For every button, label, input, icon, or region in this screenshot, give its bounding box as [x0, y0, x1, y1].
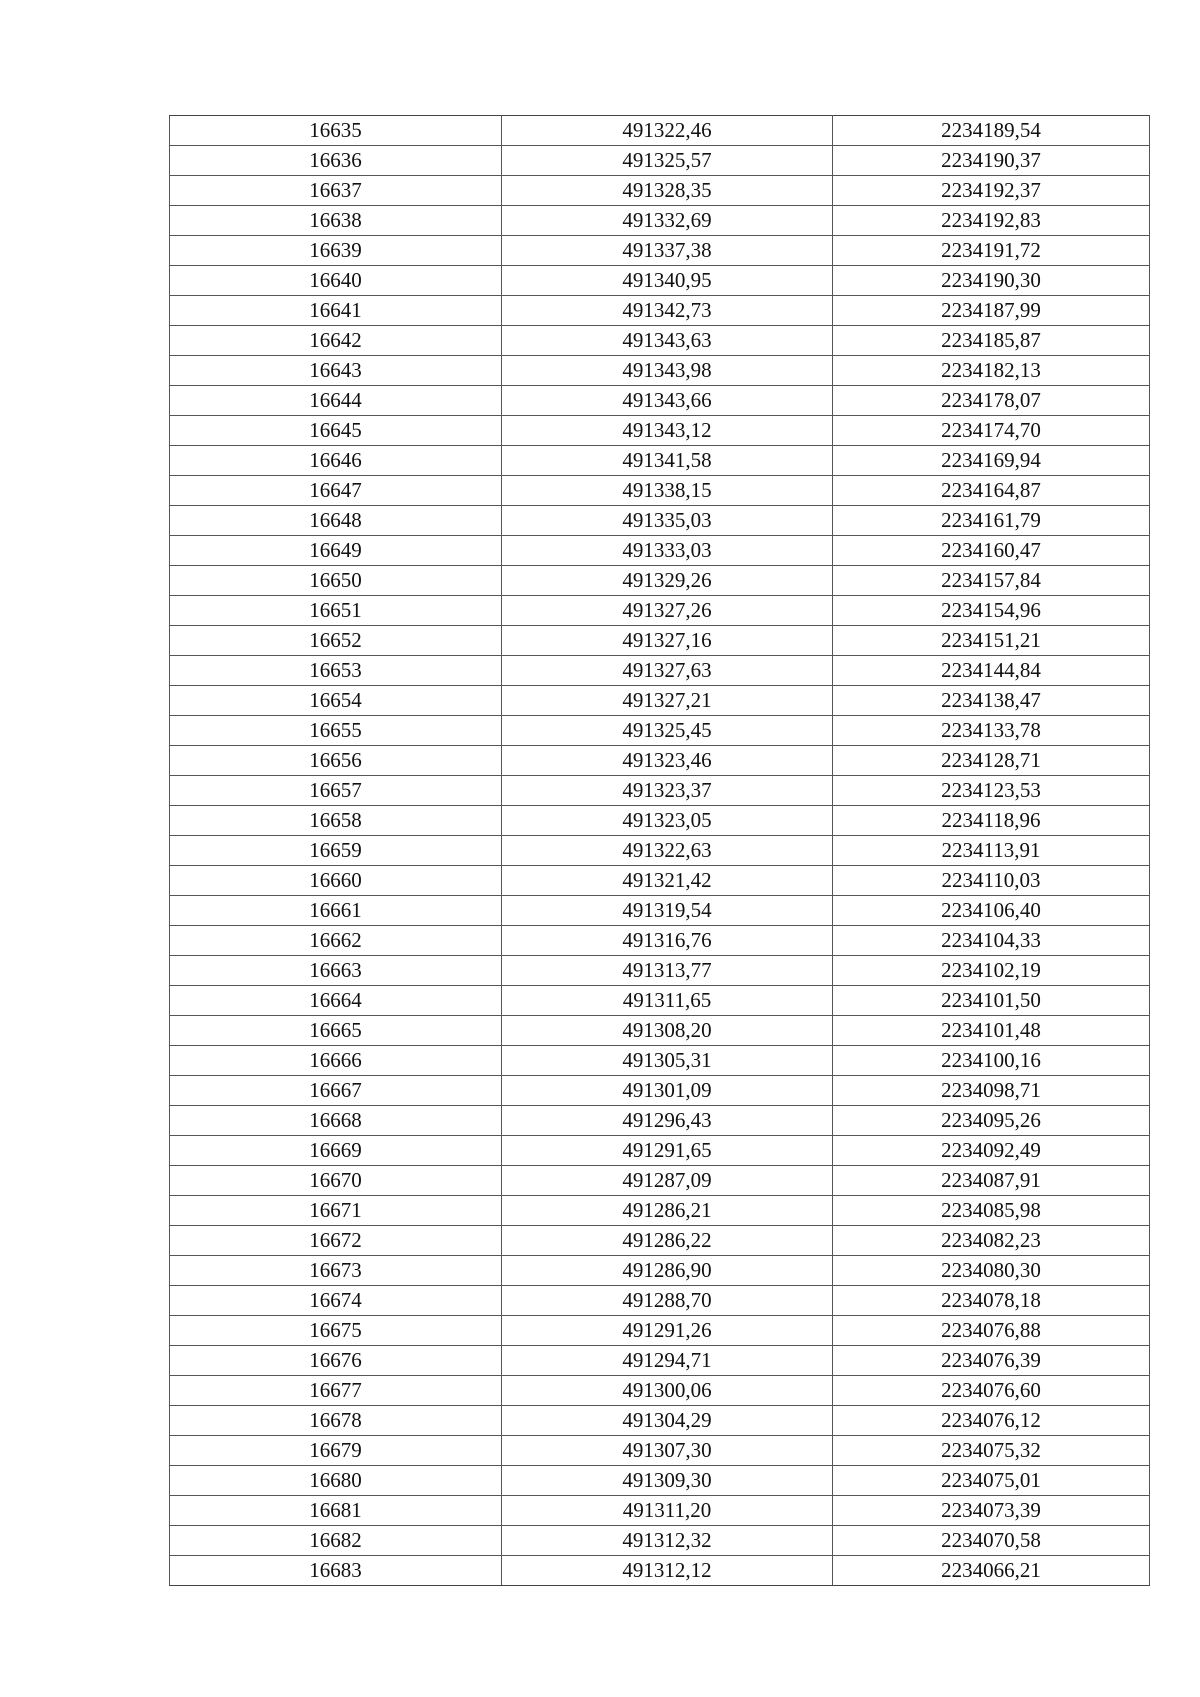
y-coordinate-cell: 2234076,88	[833, 1316, 1150, 1346]
point-number-cell: 16654	[170, 686, 502, 716]
y-coordinate-cell: 2234113,91	[833, 836, 1150, 866]
x-coordinate-cell: 491323,37	[502, 776, 833, 806]
x-coordinate-cell: 491307,30	[502, 1436, 833, 1466]
y-coordinate-cell: 2234191,72	[833, 236, 1150, 266]
table-row	[170, 1256, 1150, 1286]
x-coordinate-cell: 491304,29	[502, 1406, 833, 1436]
table-row	[170, 1526, 1150, 1556]
y-coordinate-cell: 2234076,12	[833, 1406, 1150, 1436]
y-coordinate-cell: 2234157,84	[833, 566, 1150, 596]
point-number-cell: 16648	[170, 506, 502, 536]
table-row	[170, 536, 1150, 566]
table-row	[170, 1496, 1150, 1526]
table-row	[170, 266, 1150, 296]
table-row	[170, 206, 1150, 236]
table-row	[170, 506, 1150, 536]
table-row	[170, 446, 1150, 476]
point-number-cell: 16666	[170, 1046, 502, 1076]
x-coordinate-cell: 491322,46	[502, 116, 833, 146]
y-coordinate-cell: 2234076,39	[833, 1346, 1150, 1376]
x-coordinate-cell: 491343,66	[502, 386, 833, 416]
point-number-cell: 16650	[170, 566, 502, 596]
y-coordinate-cell: 2234123,53	[833, 776, 1150, 806]
x-coordinate-cell: 491286,21	[502, 1196, 833, 1226]
coordinates-table-body	[170, 116, 1150, 1586]
point-number-cell: 16672	[170, 1226, 502, 1256]
point-number-cell: 16675	[170, 1316, 502, 1346]
point-number-cell: 16643	[170, 356, 502, 386]
point-number-cell: 16670	[170, 1166, 502, 1196]
point-number-cell: 16646	[170, 446, 502, 476]
x-coordinate-cell: 491325,45	[502, 716, 833, 746]
table-row	[170, 176, 1150, 206]
x-coordinate-cell: 491342,73	[502, 296, 833, 326]
table-row	[170, 626, 1150, 656]
x-coordinate-cell: 491287,09	[502, 1166, 833, 1196]
point-number-cell: 16663	[170, 956, 502, 986]
table-row	[170, 746, 1150, 776]
table-row	[170, 386, 1150, 416]
point-number-cell: 16660	[170, 866, 502, 896]
x-coordinate-cell: 491322,63	[502, 836, 833, 866]
y-coordinate-cell: 2234189,54	[833, 116, 1150, 146]
table-row	[170, 926, 1150, 956]
point-number-cell: 16678	[170, 1406, 502, 1436]
y-coordinate-cell: 2234075,01	[833, 1466, 1150, 1496]
x-coordinate-cell: 491311,65	[502, 986, 833, 1016]
x-coordinate-cell: 491327,16	[502, 626, 833, 656]
table-row	[170, 1346, 1150, 1376]
x-coordinate-cell: 491328,35	[502, 176, 833, 206]
x-coordinate-cell: 491286,22	[502, 1226, 833, 1256]
table-row	[170, 1286, 1150, 1316]
table-row	[170, 326, 1150, 356]
point-number-cell: 16638	[170, 206, 502, 236]
point-number-cell: 16635	[170, 116, 502, 146]
x-coordinate-cell: 491332,69	[502, 206, 833, 236]
table-row	[170, 686, 1150, 716]
table-row	[170, 1076, 1150, 1106]
table-row	[170, 1556, 1150, 1586]
y-coordinate-cell: 2234095,26	[833, 1106, 1150, 1136]
coordinates-table	[169, 115, 1150, 1586]
x-coordinate-cell: 491335,03	[502, 506, 833, 536]
table-row	[170, 596, 1150, 626]
y-coordinate-cell: 2234102,19	[833, 956, 1150, 986]
point-number-cell: 16636	[170, 146, 502, 176]
y-coordinate-cell: 2234154,96	[833, 596, 1150, 626]
table-row	[170, 836, 1150, 866]
x-coordinate-cell: 491301,09	[502, 1076, 833, 1106]
x-coordinate-cell: 491286,90	[502, 1256, 833, 1286]
point-number-cell: 16671	[170, 1196, 502, 1226]
point-number-cell: 16669	[170, 1136, 502, 1166]
x-coordinate-cell: 491333,03	[502, 536, 833, 566]
x-coordinate-cell: 491343,12	[502, 416, 833, 446]
table-row	[170, 1226, 1150, 1256]
point-number-cell: 16647	[170, 476, 502, 506]
point-number-cell: 16664	[170, 986, 502, 1016]
x-coordinate-cell: 491300,06	[502, 1376, 833, 1406]
x-coordinate-cell: 491329,26	[502, 566, 833, 596]
table-row	[170, 356, 1150, 386]
x-coordinate-cell: 491323,05	[502, 806, 833, 836]
x-coordinate-cell: 491309,30	[502, 1466, 833, 1496]
x-coordinate-cell: 491327,21	[502, 686, 833, 716]
y-coordinate-cell: 2234192,83	[833, 206, 1150, 236]
point-number-cell: 16682	[170, 1526, 502, 1556]
y-coordinate-cell: 2234100,16	[833, 1046, 1150, 1076]
table-row	[170, 566, 1150, 596]
x-coordinate-cell: 491325,57	[502, 146, 833, 176]
point-number-cell: 16681	[170, 1496, 502, 1526]
y-coordinate-cell: 2234075,32	[833, 1436, 1150, 1466]
y-coordinate-cell: 2234144,84	[833, 656, 1150, 686]
table-row	[170, 116, 1150, 146]
table-row	[170, 296, 1150, 326]
y-coordinate-cell: 2234066,21	[833, 1556, 1150, 1586]
table-row	[170, 956, 1150, 986]
y-coordinate-cell: 2234073,39	[833, 1496, 1150, 1526]
point-number-cell: 16662	[170, 926, 502, 956]
y-coordinate-cell: 2234085,98	[833, 1196, 1150, 1226]
x-coordinate-cell: 491340,95	[502, 266, 833, 296]
point-number-cell: 16656	[170, 746, 502, 776]
point-number-cell: 16649	[170, 536, 502, 566]
x-coordinate-cell: 491337,38	[502, 236, 833, 266]
y-coordinate-cell: 2234187,99	[833, 296, 1150, 326]
point-number-cell: 16645	[170, 416, 502, 446]
table-row	[170, 1466, 1150, 1496]
point-number-cell: 16679	[170, 1436, 502, 1466]
point-number-cell: 16677	[170, 1376, 502, 1406]
point-number-cell: 16676	[170, 1346, 502, 1376]
y-coordinate-cell: 2234070,58	[833, 1526, 1150, 1556]
x-coordinate-cell: 491291,26	[502, 1316, 833, 1346]
point-number-cell: 16652	[170, 626, 502, 656]
point-number-cell: 16657	[170, 776, 502, 806]
table-row	[170, 1046, 1150, 1076]
y-coordinate-cell: 2234178,07	[833, 386, 1150, 416]
point-number-cell: 16644	[170, 386, 502, 416]
y-coordinate-cell: 2234076,60	[833, 1376, 1150, 1406]
y-coordinate-cell: 2234082,23	[833, 1226, 1150, 1256]
point-number-cell: 16665	[170, 1016, 502, 1046]
point-number-cell: 16673	[170, 1256, 502, 1286]
y-coordinate-cell: 2234174,70	[833, 416, 1150, 446]
x-coordinate-cell: 491338,15	[502, 476, 833, 506]
x-coordinate-cell: 491316,76	[502, 926, 833, 956]
y-coordinate-cell: 2234192,37	[833, 176, 1150, 206]
y-coordinate-cell: 2234101,48	[833, 1016, 1150, 1046]
table-row	[170, 236, 1150, 266]
point-number-cell: 16640	[170, 266, 502, 296]
table-row	[170, 1376, 1150, 1406]
x-coordinate-cell: 491343,98	[502, 356, 833, 386]
y-coordinate-cell: 2234098,71	[833, 1076, 1150, 1106]
x-coordinate-cell: 491327,26	[502, 596, 833, 626]
point-number-cell: 16637	[170, 176, 502, 206]
y-coordinate-cell: 2234185,87	[833, 326, 1150, 356]
x-coordinate-cell: 491313,77	[502, 956, 833, 986]
y-coordinate-cell: 2234104,33	[833, 926, 1150, 956]
point-number-cell: 16655	[170, 716, 502, 746]
x-coordinate-cell: 491312,32	[502, 1526, 833, 1556]
table-row	[170, 656, 1150, 686]
y-coordinate-cell: 2234078,18	[833, 1286, 1150, 1316]
table-row	[170, 1316, 1150, 1346]
y-coordinate-cell: 2234160,47	[833, 536, 1150, 566]
y-coordinate-cell: 2234161,79	[833, 506, 1150, 536]
y-coordinate-cell: 2234106,40	[833, 896, 1150, 926]
table-row	[170, 986, 1150, 1016]
x-coordinate-cell: 491327,63	[502, 656, 833, 686]
y-coordinate-cell: 2234164,87	[833, 476, 1150, 506]
table-row	[170, 146, 1150, 176]
point-number-cell: 16641	[170, 296, 502, 326]
y-coordinate-cell: 2234151,21	[833, 626, 1150, 656]
point-number-cell: 16653	[170, 656, 502, 686]
table-row	[170, 1436, 1150, 1466]
y-coordinate-cell: 2234087,91	[833, 1166, 1150, 1196]
x-coordinate-cell: 491343,63	[502, 326, 833, 356]
x-coordinate-cell: 491296,43	[502, 1106, 833, 1136]
table-row	[170, 866, 1150, 896]
table-row	[170, 1406, 1150, 1436]
point-number-cell: 16659	[170, 836, 502, 866]
y-coordinate-cell: 2234118,96	[833, 806, 1150, 836]
table-row	[170, 476, 1150, 506]
y-coordinate-cell: 2234182,13	[833, 356, 1150, 386]
y-coordinate-cell: 2234101,50	[833, 986, 1150, 1016]
x-coordinate-cell: 491312,12	[502, 1556, 833, 1586]
x-coordinate-cell: 491294,71	[502, 1346, 833, 1376]
table-row	[170, 416, 1150, 446]
table-row	[170, 1196, 1150, 1226]
point-number-cell: 16674	[170, 1286, 502, 1316]
x-coordinate-cell: 491291,65	[502, 1136, 833, 1166]
table-row	[170, 1016, 1150, 1046]
x-coordinate-cell: 491323,46	[502, 746, 833, 776]
point-number-cell: 16658	[170, 806, 502, 836]
x-coordinate-cell: 491319,54	[502, 896, 833, 926]
point-number-cell: 16680	[170, 1466, 502, 1496]
point-number-cell: 16642	[170, 326, 502, 356]
y-coordinate-cell: 2234092,49	[833, 1136, 1150, 1166]
table-row	[170, 776, 1150, 806]
point-number-cell: 16651	[170, 596, 502, 626]
table-row	[170, 1136, 1150, 1166]
y-coordinate-cell: 2234128,71	[833, 746, 1150, 776]
x-coordinate-cell: 491308,20	[502, 1016, 833, 1046]
x-coordinate-cell: 491321,42	[502, 866, 833, 896]
y-coordinate-cell: 2234190,30	[833, 266, 1150, 296]
y-coordinate-cell: 2234133,78	[833, 716, 1150, 746]
x-coordinate-cell: 491305,31	[502, 1046, 833, 1076]
y-coordinate-cell: 2234138,47	[833, 686, 1150, 716]
table-row	[170, 716, 1150, 746]
table-row	[170, 806, 1150, 836]
y-coordinate-cell: 2234169,94	[833, 446, 1150, 476]
table-row	[170, 1106, 1150, 1136]
y-coordinate-cell: 2234080,30	[833, 1256, 1150, 1286]
point-number-cell: 16661	[170, 896, 502, 926]
point-number-cell: 16683	[170, 1556, 502, 1586]
x-coordinate-cell: 491341,58	[502, 446, 833, 476]
y-coordinate-cell: 2234190,37	[833, 146, 1150, 176]
x-coordinate-cell: 491288,70	[502, 1286, 833, 1316]
table-row	[170, 896, 1150, 926]
y-coordinate-cell: 2234110,03	[833, 866, 1150, 896]
point-number-cell: 16639	[170, 236, 502, 266]
table-row	[170, 1166, 1150, 1196]
point-number-cell: 16668	[170, 1106, 502, 1136]
point-number-cell: 16667	[170, 1076, 502, 1106]
x-coordinate-cell: 491311,20	[502, 1496, 833, 1526]
